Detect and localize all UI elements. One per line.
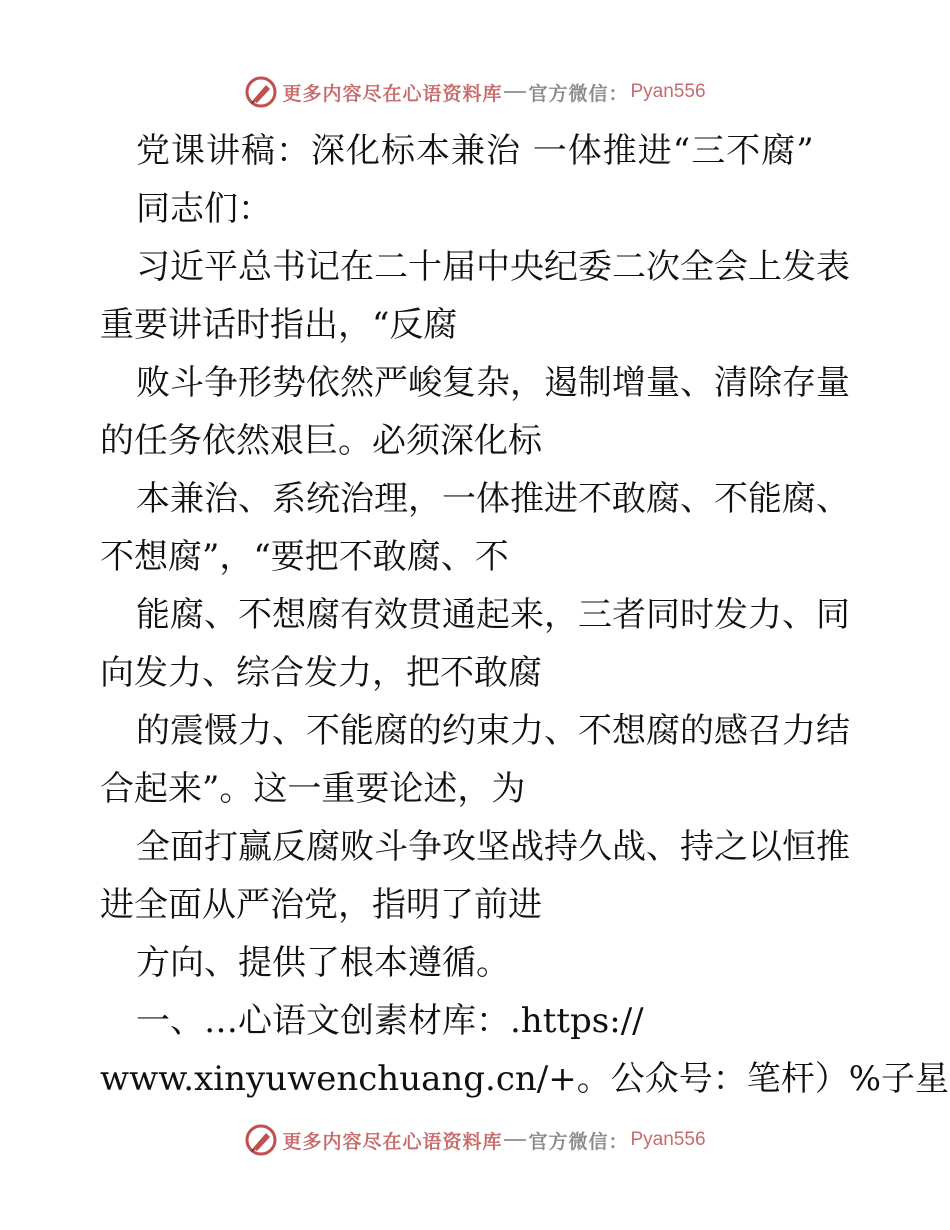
wechat-id: Pyan556 [630,81,706,102]
wechat-label: 官方微信： [528,1130,629,1153]
pen-logo-icon [244,1123,278,1157]
paragraph-line: 向发力、综合发力，把不敢腐 [100,653,542,693]
banner-divider [504,91,526,93]
paragraph-line: 败斗争形势依然严峻复杂，遏制增量、清除存量 [136,363,850,403]
header-watermark-banner [0,72,950,112]
section-heading-line: 一、…心语文创素材库：.https:// [136,1001,644,1041]
wechat-id: Pyan556 [630,1129,706,1150]
paragraph-line: www.xinyuwenchuang.cn/+。公众号：笔杆）%子星 [100,1059,950,1099]
pen-logo-icon [244,75,278,109]
wechat-label: 官方微信： [528,82,629,105]
document-body [100,122,950,1108]
paragraph-line: 合起来”。这一重要论述，为 [100,769,526,809]
footer-watermark-banner [0,1120,950,1160]
paragraph-line: 全面打赢反腐败斗争攻坚战持久战、持之以恒推 [136,827,850,867]
paragraph-line: 不想腐”，“要把不敢腐、不 [100,537,509,577]
site-watermark-text: 更多内容尽在心语资料库 [282,1130,503,1153]
paragraph-line: 的任务依然艰巨。必须深化标 [100,421,542,461]
banner-divider [504,1139,526,1141]
paragraph-line: 重要讲话时指出，“反腐 [100,305,458,345]
paragraph-line: 本兼治、系统治理，一体推进不敢腐、不能腐、 [136,479,850,519]
document-title: 党课讲稿：深化标本兼治 一体推进“三不腐” [136,131,815,171]
site-watermark-text: 更多内容尽在心语资料库 [282,82,503,105]
paragraph-line: 的震慑力、不能腐的约束力、不想腐的感召力结 [136,711,850,751]
paragraph-line: 习近平总书记在二十届中央纪委二次全会上发表 [136,247,850,287]
salutation: 同志们： [136,189,272,229]
paragraph-line: 进全面从严治党，指明了前进 [100,885,542,925]
paragraph-line: 方向、提供了根本遵循。 [136,943,510,983]
paragraph-line: 能腐、不想腐有效贯通起来，三者同时发力、同 [136,595,850,635]
